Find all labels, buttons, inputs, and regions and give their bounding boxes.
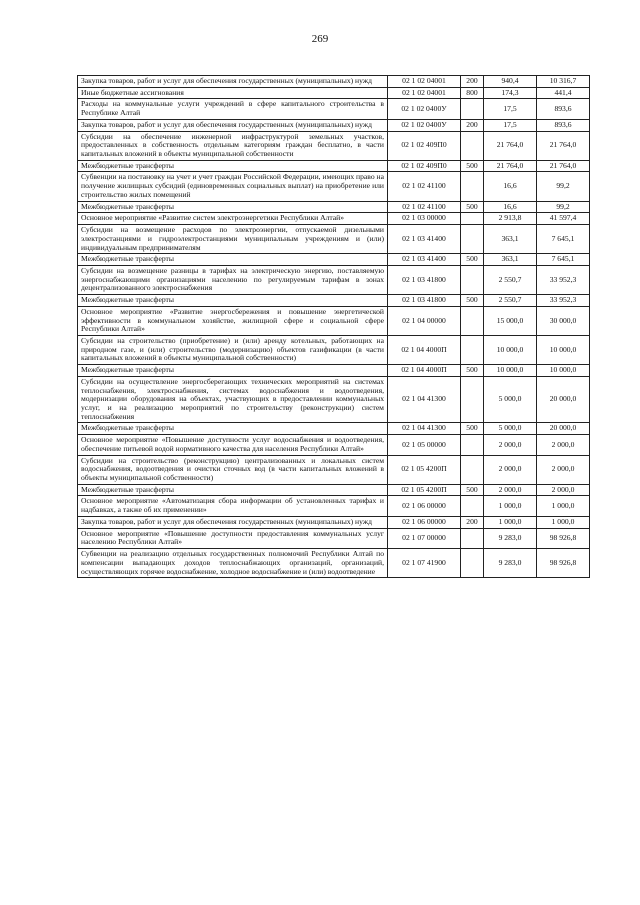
target-article-code: 02 1 03 41800 (388, 265, 461, 294)
amount-year-1: 21 764,0 (484, 160, 537, 172)
amount-year-1: 940,4 (484, 76, 537, 88)
amount-year-1: 2 000,0 (484, 455, 537, 484)
row-description: Субвенции на реализацию отдельных государственных полномочий Республики Алтай по компенсации выпадающих доходов теплоснабжающих организаций, организаций, осуществляющих горячее водоснабжение, холодное водоснабжение и (или) водоотведение (78, 549, 388, 578)
row-description: Закупка товаров, работ и услуг для обеспечения государственных (муниципальных) нужд (78, 76, 388, 88)
table-row (78, 99, 590, 119)
target-article-code: 02 1 06 00000 (388, 496, 461, 516)
target-article-code: 02 1 03 41400 (388, 254, 461, 266)
target-article-code: 02 1 02 04001 (388, 87, 461, 99)
row-description: Закупка товаров, работ и услуг для обеспечения государственных (муниципальных) нужд (78, 119, 388, 131)
expense-type-code: 200 (461, 76, 484, 88)
target-article-code: 02 1 03 00000 (388, 213, 461, 225)
amount-year-1: 2 550,7 (484, 265, 537, 294)
expense-type-code (461, 549, 484, 578)
table-row (78, 335, 590, 364)
amount-year-2: 10 000,0 (537, 335, 590, 364)
table-row (78, 376, 590, 423)
table-row (78, 516, 590, 528)
amount-year-1: 10 000,0 (484, 365, 537, 377)
target-article-code: 02 1 03 41400 (388, 225, 461, 254)
table-row (78, 295, 590, 307)
table-row (78, 306, 590, 335)
row-description: Иные бюджетные ассигнования (78, 87, 388, 99)
amount-year-2: 893,6 (537, 99, 590, 119)
target-article-code: 02 1 07 41900 (388, 549, 461, 578)
row-description: Субвенции на постановку на учет и учет граждан Российской Федерации, имеющих право на получение жилищных субсидий (единовременных социальных выплат) на приобретение или строительство жилых помещений (78, 172, 388, 201)
table-row (78, 87, 590, 99)
row-description: Основное мероприятие «Повышение доступности услуг водоснабжения и водоотведения, обеспечение питьевой водой нормативного качества для населения Республики Алтай» (78, 435, 388, 455)
expense-type-code (461, 99, 484, 119)
page-number: 269 (311, 33, 329, 45)
table-row (78, 225, 590, 254)
amount-year-2: 1 000,0 (537, 516, 590, 528)
row-description: Межбюджетные трансферты (78, 484, 388, 496)
amount-year-2: 99,2 (537, 201, 590, 213)
table-row (78, 423, 590, 435)
amount-year-2: 20 000,0 (537, 376, 590, 423)
amount-year-1: 174,3 (484, 87, 537, 99)
expense-type-code (461, 225, 484, 254)
expense-type-code (461, 213, 484, 225)
amount-year-2: 7 645,1 (537, 254, 590, 266)
amount-year-1: 363,1 (484, 254, 537, 266)
row-description: Субсидии на обеспечение инженерной инфраструктурой земельных участков, предоставленных в собственность отдельным категориям граждан бесплатно, в части капитальных вложений в объекты муниципальной собственности (78, 131, 388, 160)
amount-year-2: 21 764,0 (537, 160, 590, 172)
row-description: Межбюджетные трансферты (78, 295, 388, 307)
amount-year-1: 16,6 (484, 172, 537, 201)
expense-type-code (461, 172, 484, 201)
row-description: Закупка товаров, работ и услуг для обеспечения государственных (муниципальных) нужд (78, 516, 388, 528)
amount-year-2: 10 000,0 (537, 365, 590, 377)
amount-year-2: 2 000,0 (537, 435, 590, 455)
expense-type-code: 500 (461, 201, 484, 213)
row-description: Основное мероприятие «Автоматизация сбора информации об установленных тарифах и надбавках, а также об их применении» (78, 496, 388, 516)
amount-year-2: 1 000,0 (537, 496, 590, 516)
row-description: Субсидии на осуществление энергосберегающих технических мероприятий на системах теплоснабжения, электроснабжения, системах водоснабжения и водоотведения, модернизации оборудования на объектах, участвующих в предоставлении коммунальных услуг, и на реализацию мероприятий по строительству (реконструкции) систем теплоснабжения (78, 376, 388, 423)
budget-table-body (78, 76, 590, 578)
target-article-code: 02 1 02 41100 (388, 201, 461, 213)
row-description: Межбюджетные трансферты (78, 160, 388, 172)
table-row (78, 160, 590, 172)
amount-year-1: 9 283,0 (484, 528, 537, 548)
amount-year-1: 9 283,0 (484, 549, 537, 578)
amount-year-2: 33 952,3 (537, 265, 590, 294)
amount-year-1: 21 764,0 (484, 131, 537, 160)
amount-year-2: 99,2 (537, 172, 590, 201)
target-article-code: 02 1 02 0400У (388, 99, 461, 119)
amount-year-1: 2 913,8 (484, 213, 537, 225)
table-row (78, 131, 590, 160)
target-article-code: 02 1 06 00000 (388, 516, 461, 528)
expense-type-code: 800 (461, 87, 484, 99)
expense-type-code: 500 (461, 484, 484, 496)
amount-year-1: 16,6 (484, 201, 537, 213)
table-row (78, 201, 590, 213)
row-description: Основное мероприятие «Развитие энергосбережения и повышение энергетической эффективности в коммунальном хозяйстве, жилищной сфере и социальной сфере Республики Алтай» (78, 306, 388, 335)
target-article-code: 02 1 05 4200П (388, 484, 461, 496)
expense-type-code (461, 306, 484, 335)
table-row (78, 213, 590, 225)
expense-type-code (461, 376, 484, 423)
amount-year-2: 441,4 (537, 87, 590, 99)
amount-year-2: 2 000,0 (537, 455, 590, 484)
amount-year-1: 2 000,0 (484, 435, 537, 455)
table-row (78, 265, 590, 294)
target-article-code: 02 1 05 4200П (388, 455, 461, 484)
amount-year-1: 2 000,0 (484, 484, 537, 496)
expense-type-code: 500 (461, 295, 484, 307)
amount-year-2: 2 000,0 (537, 484, 590, 496)
amount-year-2: 41 597,4 (537, 213, 590, 225)
target-article-code: 02 1 07 00000 (388, 528, 461, 548)
target-article-code: 02 1 03 41800 (388, 295, 461, 307)
budget-table (77, 75, 590, 578)
target-article-code: 02 1 04 00000 (388, 306, 461, 335)
target-article-code: 02 1 02 409П0 (388, 160, 461, 172)
target-article-code: 02 1 02 41100 (388, 172, 461, 201)
amount-year-2: 893,6 (537, 119, 590, 131)
table-row (78, 484, 590, 496)
table-row (78, 528, 590, 548)
amount-year-2: 10 316,7 (537, 76, 590, 88)
target-article-code: 02 1 04 4000П (388, 365, 461, 377)
expense-type-code (461, 496, 484, 516)
expense-type-code (461, 528, 484, 548)
expense-type-code: 200 (461, 119, 484, 131)
target-article-code: 02 1 02 04001 (388, 76, 461, 88)
expense-type-code (461, 435, 484, 455)
expense-type-code (461, 131, 484, 160)
row-description: Субсидии на возмещение разницы в тарифах на электрическую энергию, поставляемую энергоснабжающими организациями населению по регулируемым тарифам в зонах децентрализованного электроснабжения (78, 265, 388, 294)
target-article-code: 02 1 02 409П0 (388, 131, 461, 160)
table-row (78, 549, 590, 578)
amount-year-1: 1 000,0 (484, 516, 537, 528)
target-article-code: 02 1 04 4000П (388, 335, 461, 364)
table-row (78, 119, 590, 131)
amount-year-1: 17,5 (484, 99, 537, 119)
target-article-code: 02 1 02 0400У (388, 119, 461, 131)
table-row (78, 172, 590, 201)
table-row (78, 76, 590, 88)
expense-type-code: 500 (461, 160, 484, 172)
amount-year-2: 21 764,0 (537, 131, 590, 160)
table-row (78, 254, 590, 266)
expense-type-code (461, 265, 484, 294)
amount-year-2: 20 000,0 (537, 423, 590, 435)
table-row (78, 435, 590, 455)
row-description: Субсидии на строительство (приобретение) и (или) аренду котельных, работающих на природном газе, и (или) строительство (модернизацию) объектов газификации (в части капитальных вложений в объекты муниципальной собственности) (78, 335, 388, 364)
table-row (78, 455, 590, 484)
amount-year-2: 7 645,1 (537, 225, 590, 254)
amount-year-2: 98 926,8 (537, 549, 590, 578)
expense-type-code: 500 (461, 254, 484, 266)
target-article-code: 02 1 04 41300 (388, 423, 461, 435)
row-description: Субсидии на возмещение расходов по электроэнергии, отпускаемой дизельными электростанциями и гидроэлектростанциями муниципальным учреждениям и (или) индивидуальным предпринимателям (78, 225, 388, 254)
amount-year-2: 30 000,0 (537, 306, 590, 335)
amount-year-2: 33 952,3 (537, 295, 590, 307)
row-description: Расходы на коммунальные услуги учреждений в сфере капитального строительства в Республике Алтай (78, 99, 388, 119)
row-description: Межбюджетные трансферты (78, 423, 388, 435)
row-description: Основное мероприятие «Повышение доступности предоставления коммунальных услуг населению Республики Алтай» (78, 528, 388, 548)
amount-year-1: 5 000,0 (484, 376, 537, 423)
expense-type-code (461, 455, 484, 484)
expense-type-code: 500 (461, 365, 484, 377)
amount-year-1: 2 550,7 (484, 295, 537, 307)
expense-type-code (461, 335, 484, 364)
table-row (78, 496, 590, 516)
row-description: Основное мероприятие «Развитие систем электроэнергетики Республики Алтай» (78, 213, 388, 225)
amount-year-1: 5 000,0 (484, 423, 537, 435)
amount-year-1: 17,5 (484, 119, 537, 131)
amount-year-1: 1 000,0 (484, 496, 537, 516)
amount-year-1: 10 000,0 (484, 335, 537, 364)
table-row (78, 365, 590, 377)
amount-year-1: 15 000,0 (484, 306, 537, 335)
amount-year-2: 98 926,8 (537, 528, 590, 548)
row-description: Межбюджетные трансферты (78, 365, 388, 377)
row-description: Межбюджетные трансферты (78, 201, 388, 213)
amount-year-1: 363,1 (484, 225, 537, 254)
target-article-code: 02 1 04 41300 (388, 376, 461, 423)
row-description: Межбюджетные трансферты (78, 254, 388, 266)
row-description: Субсидии на строительство (реконструкцию) централизованных и локальных систем водоснабжения, водоотведения и очистки сточных вод (в части капитальных вложений в объекты муниципальной собственности) (78, 455, 388, 484)
target-article-code: 02 1 05 00000 (388, 435, 461, 455)
expense-type-code: 500 (461, 423, 484, 435)
expense-type-code: 200 (461, 516, 484, 528)
